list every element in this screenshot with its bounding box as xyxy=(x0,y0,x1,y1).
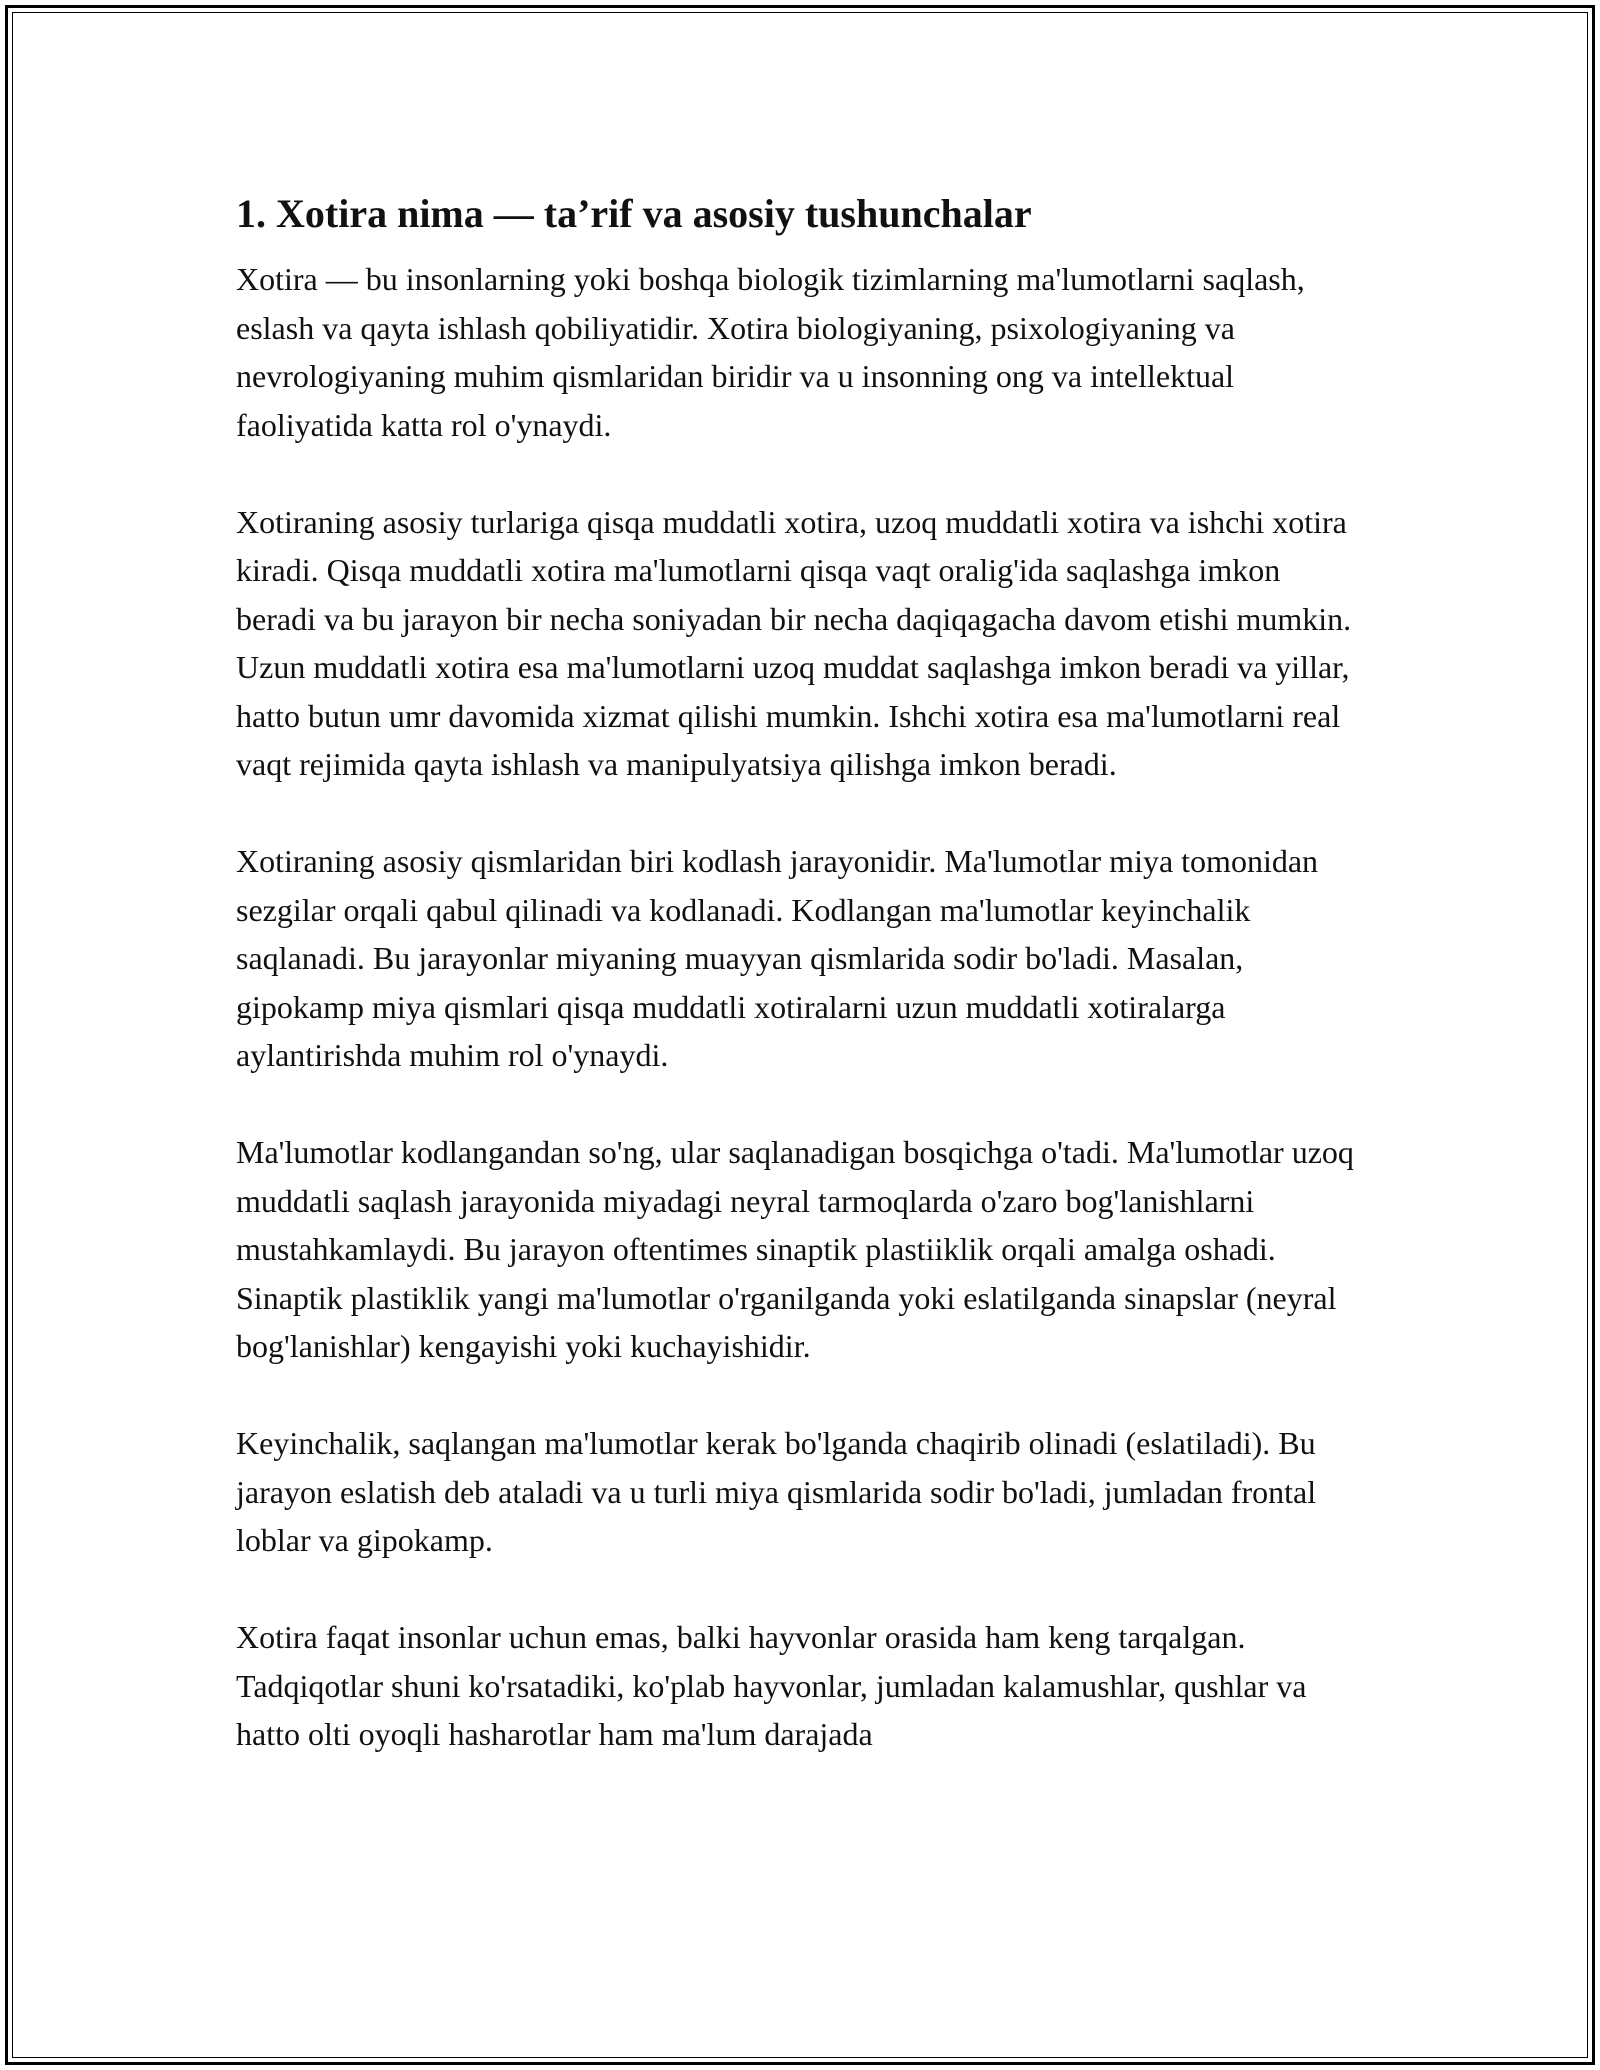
paragraph-encoding: Xotiraning asosiy qismlaridan biri kodlash jarayonidir. Ma'lumotlar miya tomonidan sezgilar orqali qabul qilinadi va kodlanadi. Kodlangan ma'lumotlar keyinchalik saqlanadi. Bu jarayonlar miyaning muayyan qismlarida sodir bo'ladi. Masalan, gipokamp miya qismlari qisqa muddatli xotiralarni uzun muddatli xotiralarga aylantirishda muhim rol o'ynaydi. xyxy=(236,843,1319,1073)
paragraph-definition: Xotira — bu insonlarning yoki boshqa biologik tizimlarning ma'lumotlarni saqlash, eslash va qayta ishlash qobiliyatidir. Xotira biologiyaning, psixologiyaning va nevrologiyaning muhim qismlaridan biridir va u insonning ong va intellektual faoliyatida katta rol o'ynaydi. xyxy=(236,261,1305,443)
paragraph-memory-types: Xotiraning asosiy turlariga qisqa muddatli xotira, uzoq muddatli xotira va ishchi xotira kiradi. Qisqa muddatli xotira ma'lumotlarni qisqa vaqt oralig'ida saqlashga imkon beradi va bu jarayon bir necha soniyadan bir necha daqiqagacha davom etishi mumkin. Uzun muddatli xotira esa ma'lumotlarni uzoq muddat saqlashga imkon beradi va yillar, hatto butun umr davomida xizmat qilishi mumkin. Ishchi xotira esa ma'lumotlarni real vaqt rejimida qayta ishlash va manipulyatsiya qilishga imkon beradi. xyxy=(236,503,1352,782)
paragraph-retrieval: Keyinchalik, saqlangan ma'lumotlar kerak bo'lganda chaqirib olinadi (eslatiladi). Bu jarayon eslatish deb ataladi va u turli miya qismlarida sodir bo'ladi, jumladan frontal loblar va gipokamp. xyxy=(236,1425,1317,1558)
section-heading: 1. Xotira nima — ta’rif va asosiy tushunchalar xyxy=(236,191,1032,236)
paragraph-storage: Ma'lumotlar kodlangandan so'ng, ular saqlanadigan bosqichga o'tadi. Ma'lumotlar uzoq muddatli saqlash jarayonida miyadagi neyral tarmoqlarda o'zaro bog'lanishlarni mustahkamlaydi. Bu jarayon oftentimes sinaptik plastiiklik orqali amalga oshadi. Sinaptik plastiklik yangi ma'lumotlar o'rganilganda yoki eslatilganda sinapslar (neyral bog'lanishlar) kengayishi yoki kuchayishidir. xyxy=(236,1134,1354,1364)
document-body xyxy=(236,183,1356,1807)
paragraph-animals: Xotira faqat insonlar uchun emas, balki hayvonlar orasida ham keng tarqalgan. Tadqiqotlar shuni ko'rsatadiki, ko'plab hayvonlar, jumladan kalamushlar, qushlar va hatto olti oyoqli hasharotlar ham ma'lum darajada xyxy=(236,1619,1307,1752)
